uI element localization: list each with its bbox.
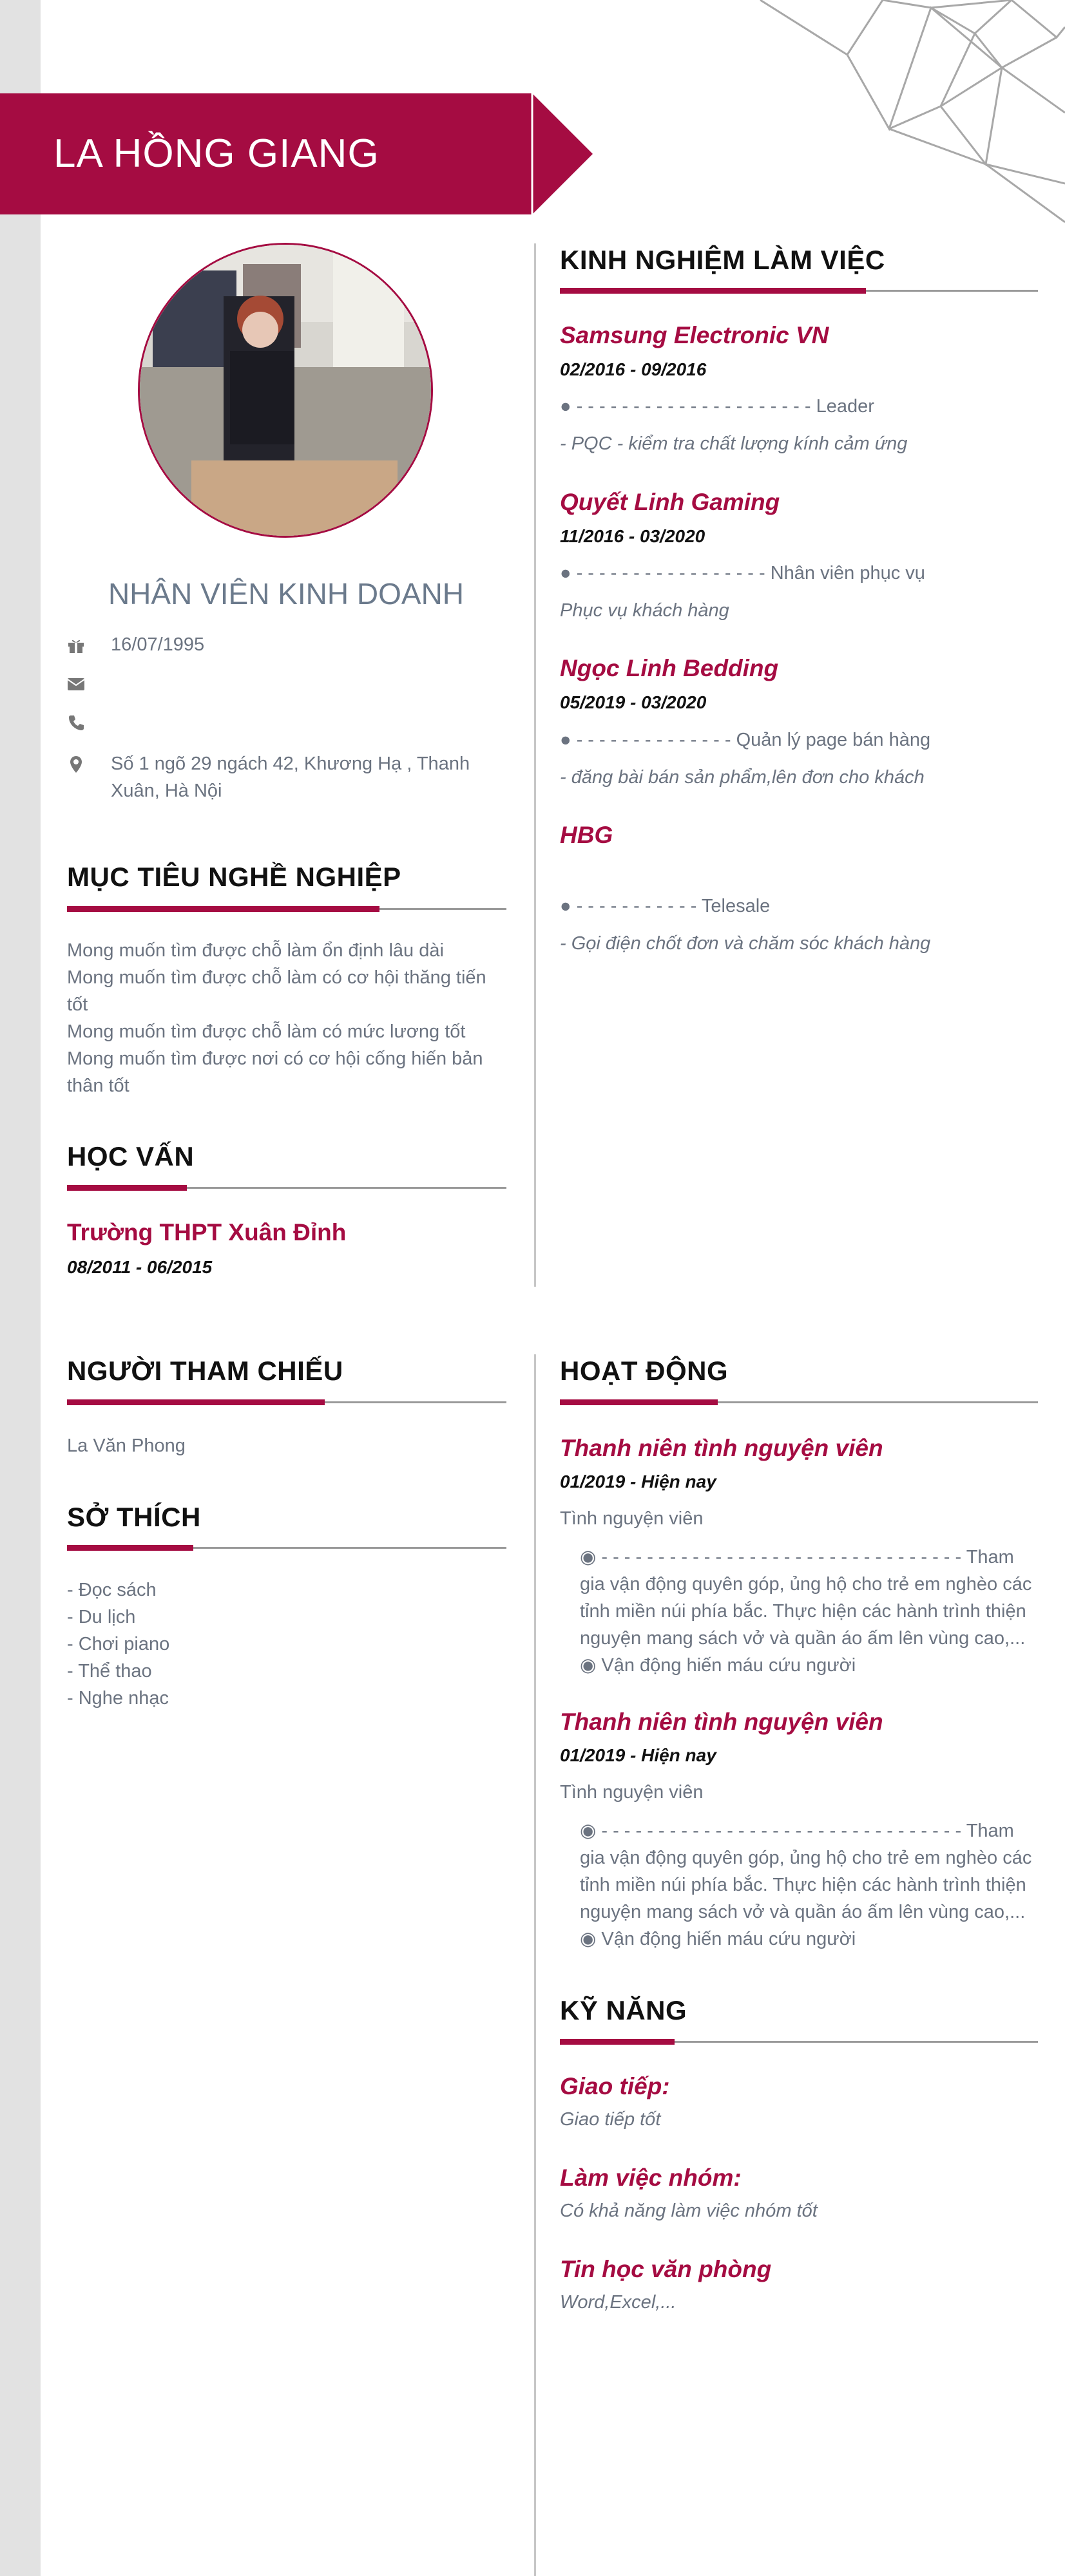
objective-underline-accent bbox=[67, 906, 379, 912]
objective-heading: MỤC TIÊU NGHỀ NGHIỆP bbox=[67, 862, 401, 892]
job-role: ● - - - - - - - - - - - - - - - - - Nhân viên phục vụ bbox=[560, 563, 925, 583]
hobby-item: - Chơi piano bbox=[67, 1634, 170, 1654]
objective-line: Mong muốn tìm được nơi có cơ hội cống hiến bản thân tốt bbox=[67, 1048, 483, 1096]
job-description: Phục vụ khách hàng bbox=[560, 600, 729, 621]
job-company: Quyết Linh Gaming bbox=[560, 489, 780, 515]
education-underline bbox=[67, 1187, 506, 1189]
map-marker-icon bbox=[67, 755, 85, 773]
education-underline-accent bbox=[67, 1185, 187, 1191]
phone-row bbox=[67, 708, 512, 735]
job-dates: 11/2016 - 03/2020 bbox=[560, 526, 705, 546]
activity-detail: ◉ - - - - - - - - - - - - - - - - - - - - - - - - - - - - - - - - Tham gia vận động quyên góp, ủng hộ cho trẻ em nghèo các tỉnh miền núi phía bắc. Thực hiện các hành trình thiện nguyện mang sách vở và quần áo ấm lên vùng cao,... bbox=[580, 1547, 1032, 1649]
name-banner bbox=[0, 93, 593, 214]
activity-org: Tình nguyện viên bbox=[560, 1782, 704, 1803]
job-dates: 05/2019 - 03/2020 bbox=[560, 692, 707, 712]
left-decorative-strip bbox=[0, 0, 41, 2576]
hobbies-heading: SỞ THÍCH bbox=[67, 1502, 201, 1532]
activities-heading: HOẠT ĐỘNG bbox=[560, 1356, 729, 1386]
address-row bbox=[67, 750, 512, 808]
references-heading: NGƯỜI THAM CHIẾU bbox=[67, 1356, 343, 1386]
job-company: Ngọc Linh Bedding bbox=[560, 655, 779, 681]
skill-name: Tin học văn phòng bbox=[560, 2256, 772, 2282]
gift-icon bbox=[67, 636, 85, 654]
candidate-name: LA HỒNG GIANG bbox=[53, 131, 379, 176]
job-description: - Gọi điện chốt đơn và chăm sóc khách hàng bbox=[560, 933, 931, 954]
hobby-item: - Thể thao bbox=[67, 1661, 152, 1681]
education-heading: HỌC VẤN bbox=[67, 1141, 195, 1171]
skill-name: Làm việc nhóm: bbox=[560, 2164, 742, 2191]
references-underline bbox=[67, 1401, 506, 1403]
education-dates: 08/2011 - 06/2015 bbox=[67, 1257, 213, 1277]
job-dates: 02/2016 - 09/2016 bbox=[560, 359, 707, 379]
activity-detail: ◉ - - - - - - - - - - - - - - - - - - - - - - - - - - - - - - - - Tham gia vận động quyên góp, ủng hộ cho trẻ em nghèo các tỉnh miền núi phía bắc. Thực hiện các hành trình thiện nguyện mang sách vở và quần áo ấm lên vùng cao,... bbox=[580, 1821, 1032, 1922]
job-role: ● - - - - - - - - - - - Telesale bbox=[560, 896, 771, 916]
hobbies-underline-accent bbox=[67, 1545, 193, 1551]
hobbies-underline bbox=[67, 1547, 506, 1549]
experience-underline-accent bbox=[560, 288, 866, 294]
job-description: - đăng bài bán sản phẩm,lên đơn cho khách bbox=[560, 767, 925, 788]
hobby-item: - Đọc sách bbox=[67, 1580, 157, 1600]
activity-detail: ◉ Vận động hiến máu cứu người bbox=[580, 1655, 856, 1676]
objective-list bbox=[67, 937, 505, 1099]
objective-line: Mong muốn tìm được chỗ làm có mức lương tốt bbox=[67, 1021, 466, 1042]
phone-icon bbox=[67, 714, 85, 732]
job-company: HBG bbox=[560, 822, 613, 848]
hobby-item: - Nghe nhạc bbox=[67, 1688, 169, 1709]
objective-underline bbox=[67, 908, 506, 910]
job-description: - PQC - kiểm tra chất lượng kính cảm ứng bbox=[560, 433, 908, 454]
reference-name: La Văn Phong bbox=[67, 1435, 186, 1456]
activities-underline bbox=[560, 1401, 1038, 1403]
activity-name: Thanh niên tình nguyện viên bbox=[560, 1435, 883, 1461]
profile-photo bbox=[138, 243, 433, 538]
birthday-text: 16/07/1995 bbox=[111, 634, 205, 655]
school-name: Trường THPT Xuân Đỉnh bbox=[67, 1219, 347, 1245]
job-title: NHÂN VIÊN KINH DOANH bbox=[108, 577, 465, 611]
objective-line: Mong muốn tìm được chỗ làm ổn định lâu dài bbox=[67, 940, 444, 961]
references-underline-accent bbox=[67, 1399, 325, 1405]
activity-description bbox=[580, 1817, 1039, 1953]
activity-detail: ◉ Vận động hiến máu cứu người bbox=[580, 1929, 856, 1949]
birthday-row bbox=[67, 631, 512, 658]
activity-dates: 01/2019 - Hiện nay bbox=[560, 1745, 716, 1765]
activities-underline-accent bbox=[560, 1399, 718, 1405]
email-row bbox=[67, 670, 512, 697]
envelope-icon bbox=[67, 675, 85, 693]
skill-description: Giao tiếp tốt bbox=[560, 2109, 661, 2130]
hobbies-list bbox=[67, 1577, 505, 1712]
experience-heading: KINH NGHIỆM LÀM VIỆC bbox=[560, 245, 885, 275]
job-role: ● - - - - - - - - - - - - - - Quản lý page bán hàng bbox=[560, 730, 931, 750]
column-divider-bottom bbox=[534, 1354, 536, 2576]
activity-description bbox=[580, 1544, 1039, 1679]
activity-dates: 01/2019 - Hiện nay bbox=[560, 1472, 716, 1492]
skill-description: Word,Excel,... bbox=[560, 2292, 676, 2313]
column-divider-top bbox=[534, 243, 536, 1287]
hobby-item: - Du lịch bbox=[67, 1607, 136, 1627]
job-role: ● - - - - - - - - - - - - - - - - - - - - - Leader bbox=[560, 396, 874, 417]
job-company: Samsung Electronic VN bbox=[560, 322, 829, 348]
skills-underline bbox=[560, 2041, 1038, 2043]
objective-line: Mong muốn tìm được chỗ làm có cơ hội thăng tiến tốt bbox=[67, 967, 486, 1015]
experience-underline bbox=[560, 290, 1038, 292]
skill-description: Có khả năng làm việc nhóm tốt bbox=[560, 2201, 818, 2221]
activity-name: Thanh niên tình nguyện viên bbox=[560, 1709, 883, 1735]
skills-heading: KỸ NĂNG bbox=[560, 1995, 687, 2025]
geometric-corner-decoration bbox=[754, 0, 1065, 232]
skills-underline-accent bbox=[560, 2039, 675, 2045]
skill-name: Giao tiếp: bbox=[560, 2073, 670, 2099]
activity-org: Tình nguyện viên bbox=[560, 1508, 704, 1529]
address-text: Số 1 ngõ 29 ngách 42, Khương Hạ , Thanh Xuân, Hà Nội bbox=[111, 753, 470, 801]
